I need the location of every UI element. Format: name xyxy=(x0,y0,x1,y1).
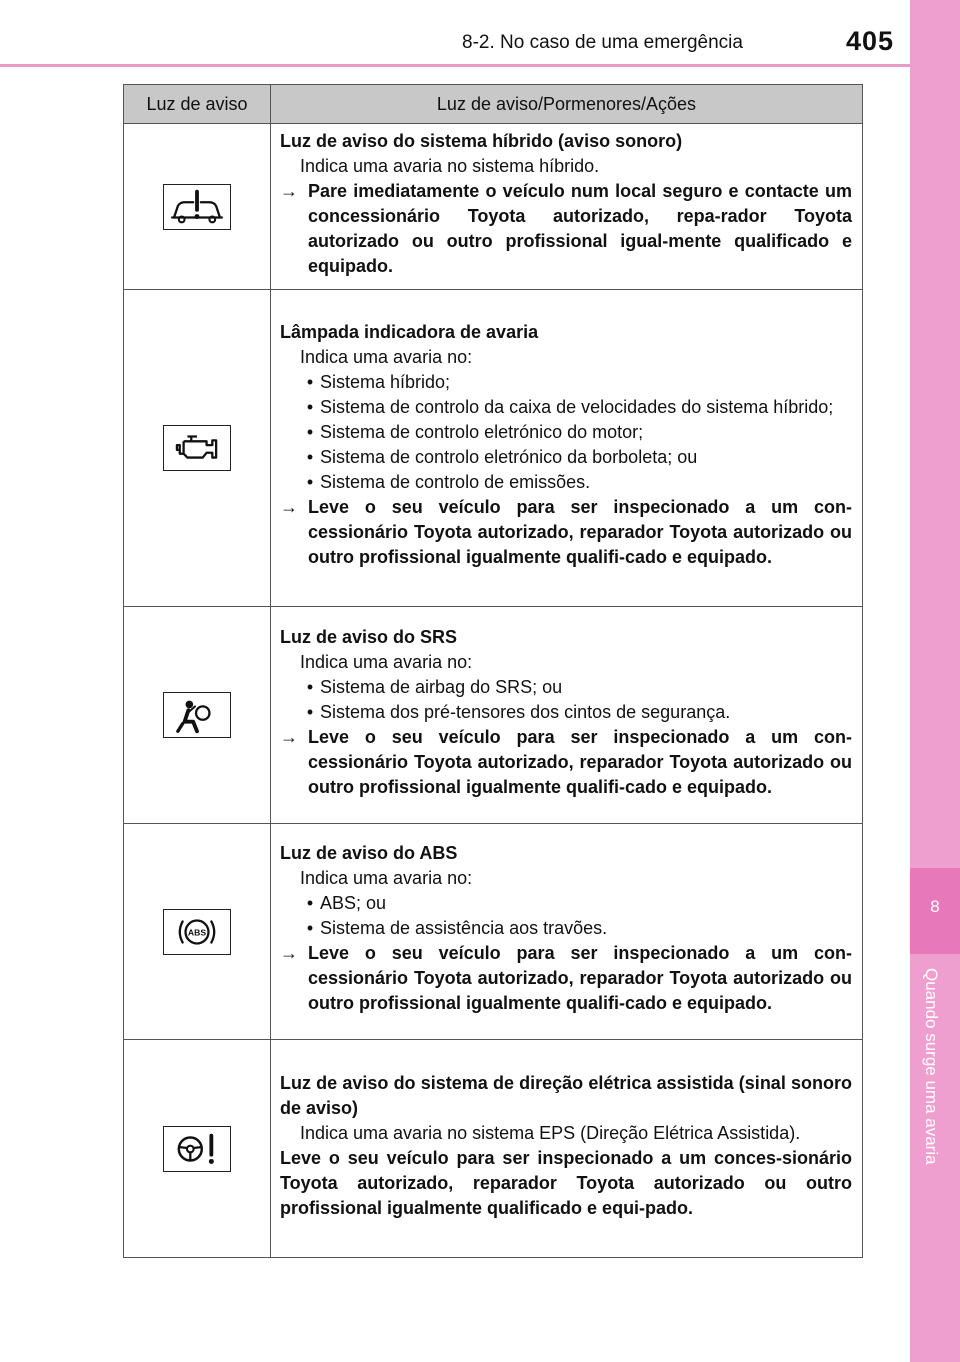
header-section-title: 8-2. No caso de uma emergência xyxy=(462,32,743,53)
list-item: • Sistema de assistência aos travões. xyxy=(300,916,852,941)
warning-description: Indica uma avaria no: xyxy=(300,651,473,672)
table-row xyxy=(124,1040,863,1258)
list-item: • Sistema de controlo eletrónico do motor; xyxy=(300,420,852,445)
abs-icon xyxy=(163,909,231,955)
warning-action xyxy=(280,941,852,1016)
icon-cell xyxy=(124,290,271,607)
table-row xyxy=(124,824,863,1040)
description-cell xyxy=(271,824,863,1040)
warning-action-text: Leve o seu veículo para ser inspecionado a um conces-sionário Toyota autorizado, reparador Toyota autorizado ou outro profissional igualmente qualificado e equi-pado. xyxy=(280,1147,852,1218)
arrow-icon: → xyxy=(280,943,298,963)
description-cell xyxy=(271,124,863,290)
warning-description: Indica uma avaria no: xyxy=(300,868,473,888)
warning-action xyxy=(280,179,852,279)
list-item: • Sistema de controlo da caixa de velocidades do sistema híbrido; xyxy=(300,395,852,420)
table-row xyxy=(124,290,863,607)
list-item: • ABS; ou xyxy=(300,891,852,916)
chapter-title: Quando surge uma avaria xyxy=(922,968,941,1165)
warning-title: Luz de aviso do sistema de direção elétrica assistida (sinal sonoro de aviso) xyxy=(280,1072,852,1118)
page-number: 405 xyxy=(846,26,895,56)
warning-action-text: Pare imediatamente o veículo num local seguro e contacte um concessionário Toyota autorizado, repa-rador Toyota autorizado ou outro profissional igual-mente qualificado e equipado. xyxy=(308,180,852,276)
warning-title: Luz de aviso do SRS xyxy=(280,626,458,647)
hybrid-system-warning-icon xyxy=(163,184,231,230)
list-item: • Sistema de controlo de emissões. xyxy=(300,470,852,495)
header-divider xyxy=(0,64,910,67)
table-row xyxy=(124,124,863,290)
table-row xyxy=(124,607,863,824)
description-cell xyxy=(271,607,863,824)
abs-icon-label: ABS xyxy=(187,926,207,937)
list-item: • Sistema híbrido; xyxy=(300,370,852,395)
warning-action-text: Leve o seu veículo para ser inspecionado a um con-cessionário Toyota autorizado, reparador Toyota autorizado ou outro profissional igualmente qualifi-cado e equipado. xyxy=(308,943,852,1013)
warning-action xyxy=(280,495,852,570)
arrow-icon: → xyxy=(280,726,298,747)
warning-lights-table xyxy=(123,84,863,1258)
description-cell xyxy=(271,290,863,607)
warning-title: Luz de aviso do sistema híbrido (aviso sonoro) xyxy=(280,130,683,151)
warning-action-text: Leve o seu veículo para ser inspecionado a um con-cessionário Toyota autorizado, reparador Toyota autorizado ou outro profissional igualmente qualifi-cado e equipado. xyxy=(308,497,852,567)
warning-title: Lâmpada indicadora de avaria xyxy=(280,322,539,342)
engine-malfunction-icon xyxy=(163,425,231,471)
icon-cell xyxy=(124,1040,271,1258)
arrow-icon: → xyxy=(280,497,298,517)
icon-cell xyxy=(124,607,271,824)
warning-action xyxy=(280,725,852,800)
icon-cell xyxy=(124,124,271,290)
eps-steering-warning-icon xyxy=(163,1126,231,1172)
icon-cell xyxy=(124,824,271,1040)
column-header-light: Luz de aviso xyxy=(124,85,271,124)
column-header-details: Luz de aviso/Pormenores/Ações xyxy=(271,85,863,124)
table-header-row xyxy=(124,85,863,124)
warning-action-text: Leve o seu veículo para ser inspecionado a um con-cessionário Toyota autorizado, reparador Toyota autorizado ou outro profissional igualmente qualifi-cado e equipado. xyxy=(308,726,852,797)
list-item: • Sistema de controlo eletrónico da borboleta; ou xyxy=(300,445,852,470)
warning-title: Luz de aviso do ABS xyxy=(280,843,458,863)
list-item: • Sistema de airbag do SRS; ou xyxy=(300,675,852,700)
list-item: • Sistema dos pré-tensores dos cintos de segurança. xyxy=(300,700,852,725)
srs-airbag-icon xyxy=(163,692,231,738)
warning-description: Indica uma avaria no sistema híbrido. xyxy=(300,155,600,176)
warning-action xyxy=(280,1146,852,1221)
warning-description: Indica uma avaria no: xyxy=(300,347,473,367)
warning-description: Indica uma avaria no sistema EPS (Direção Elétrica Assistida). xyxy=(300,1122,801,1143)
description-cell xyxy=(271,1040,863,1258)
arrow-icon: → xyxy=(280,180,298,201)
chapter-number: 8 xyxy=(930,897,940,916)
